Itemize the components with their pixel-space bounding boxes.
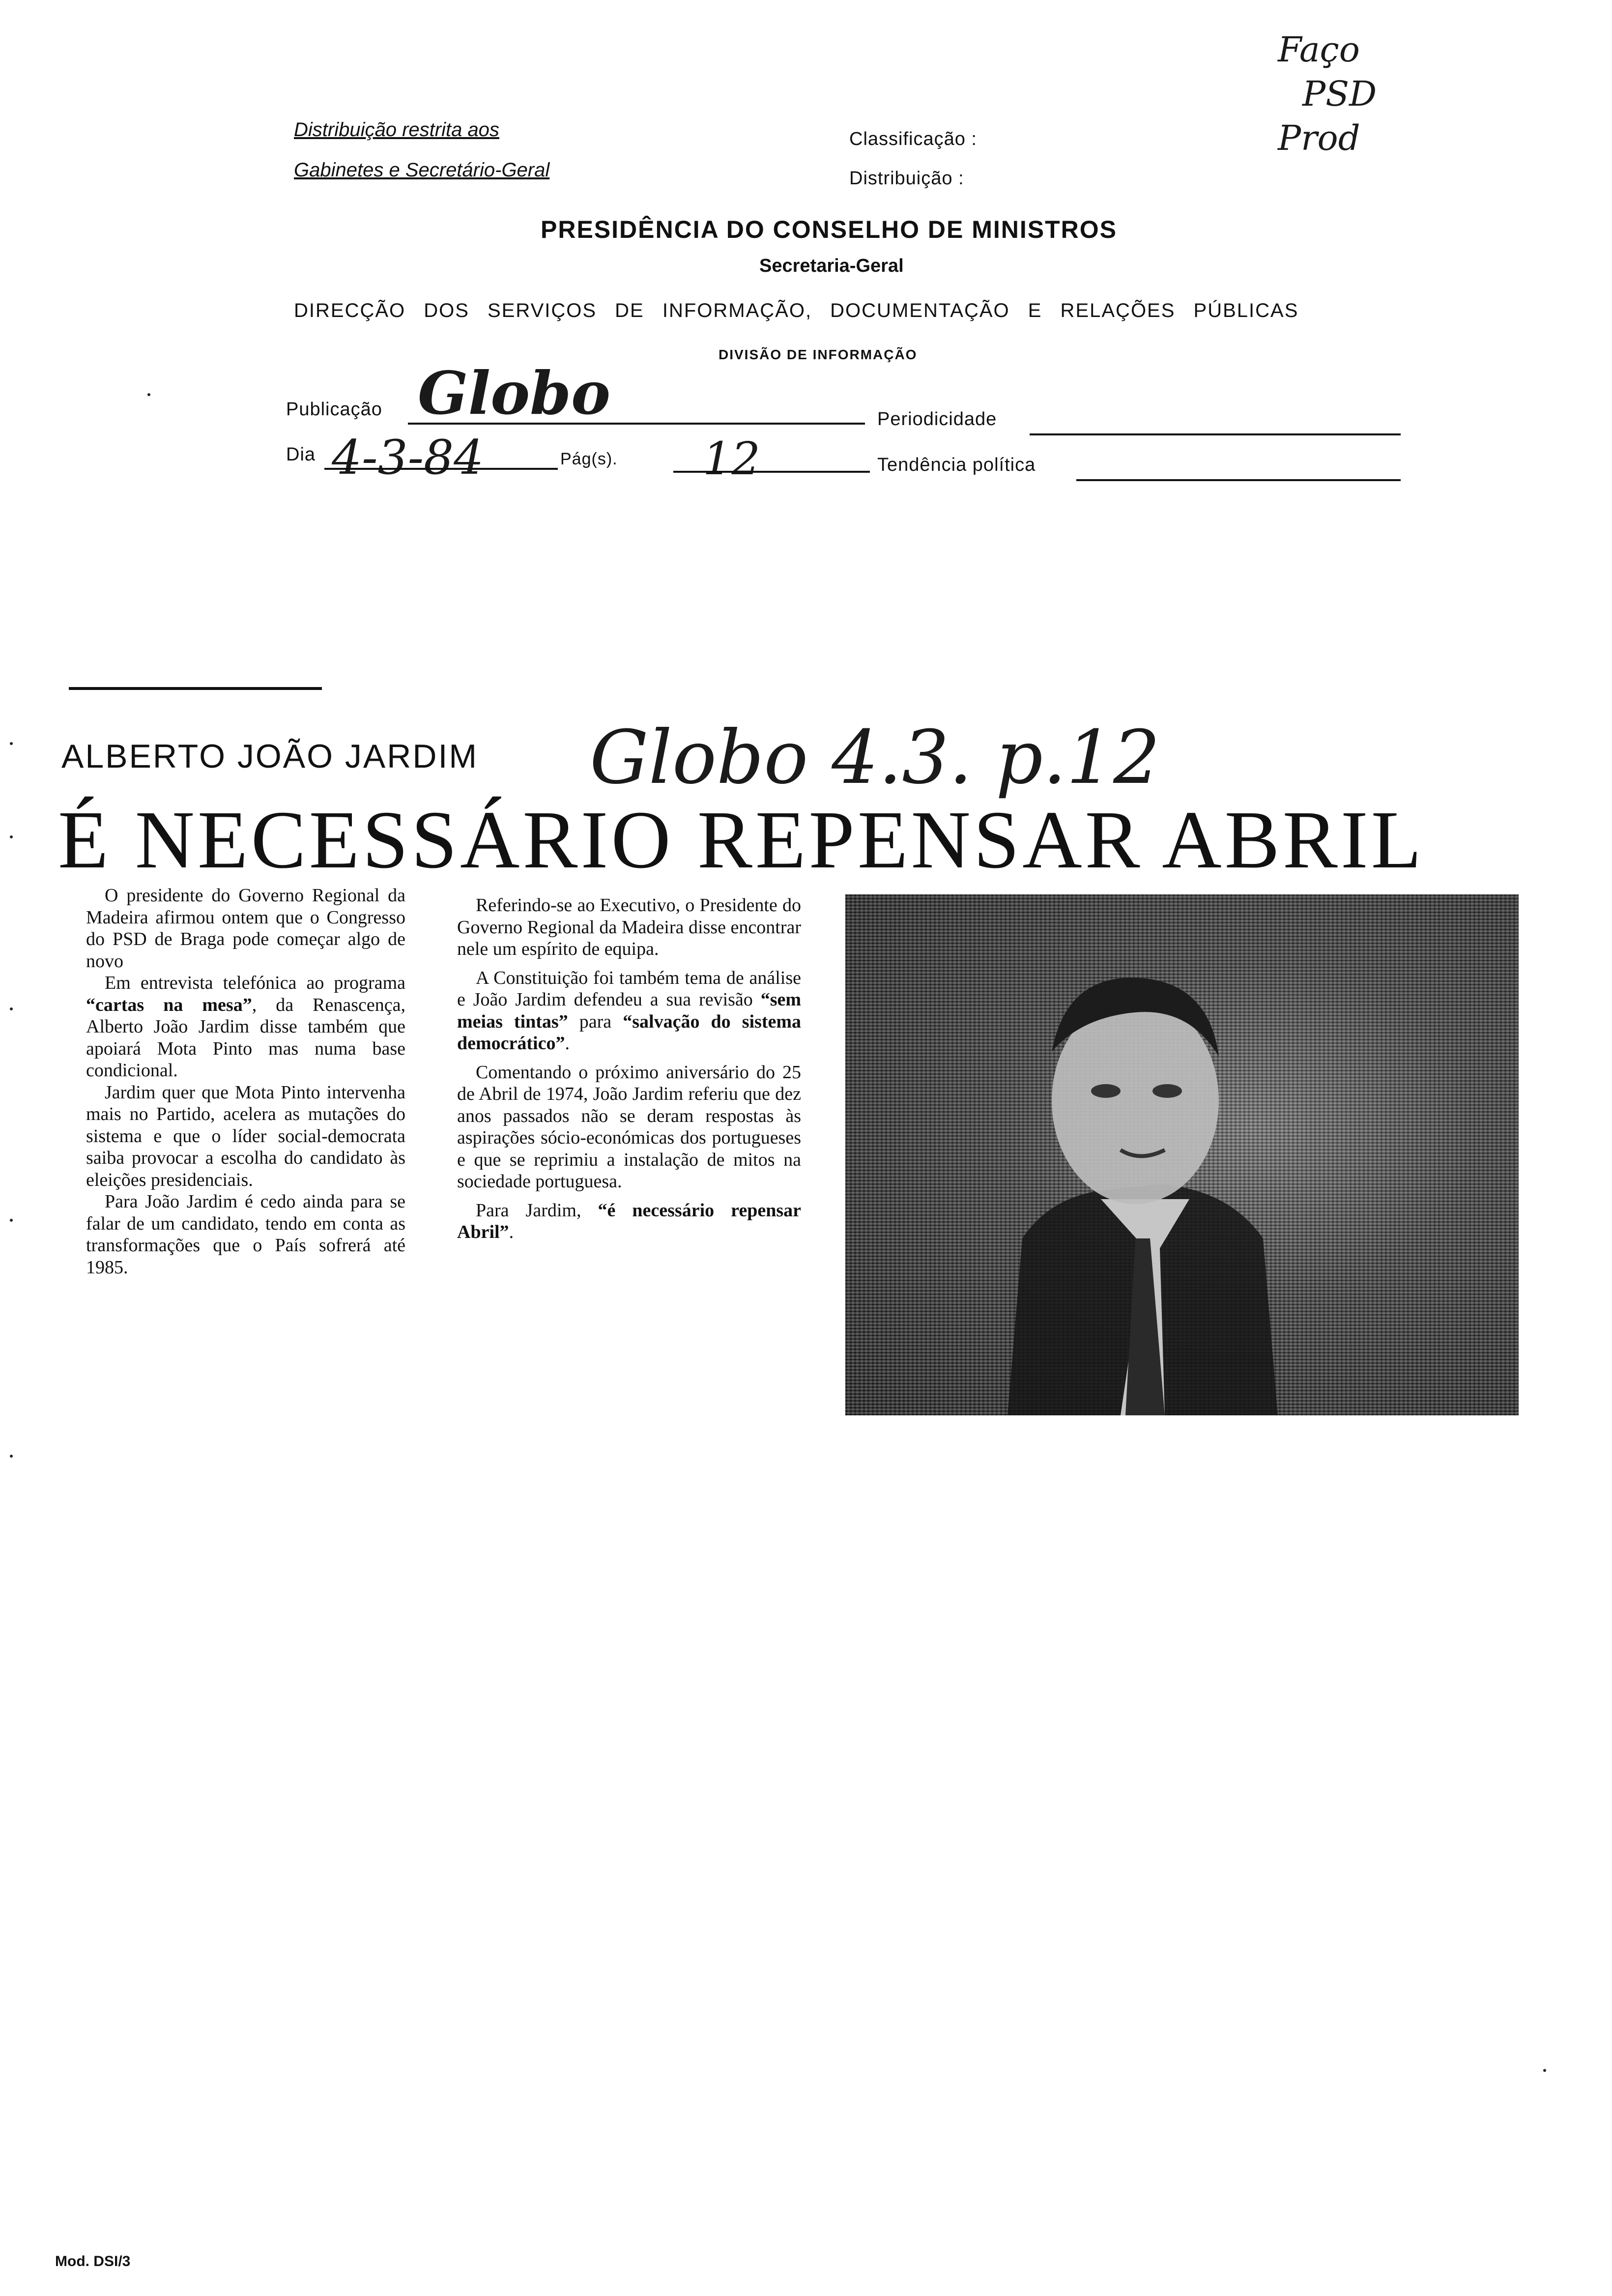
corner-handwritten-note-2: PSD	[1302, 74, 1377, 114]
handwritten-source-note: Globo 4.3. p.12	[590, 715, 1160, 801]
scan-speck	[10, 1455, 13, 1458]
publication-handwritten-value: Globo	[418, 359, 611, 428]
portrait-figure	[845, 894, 1519, 1415]
emphasis-quote: “sem meias tintas”	[457, 989, 801, 1032]
scan-speck	[1543, 2069, 1546, 2072]
closing-quote: “é necessário repensar Abril”	[457, 1200, 801, 1242]
paragraph: Para Jardim, “é necessário repensar Abril”.	[457, 1200, 801, 1242]
corner-handwritten-note-1: Faço	[1278, 29, 1360, 70]
corner-handwritten-note-3: Prod	[1278, 118, 1360, 158]
form-code: Mod. DSI/3	[55, 2253, 131, 2269]
article-photo	[845, 894, 1519, 1415]
emphasis-quote: “salvação do sistema democrático”	[457, 1011, 802, 1054]
scan-speck	[10, 742, 13, 745]
paragraph: Referindo-se ao Executivo, o Presidente do Governo Regional da Madeira disse encontrar nele um espírito de equipa.	[457, 895, 801, 959]
pages-field-line	[673, 471, 870, 473]
day-field-line	[324, 468, 558, 470]
day-label: Dia	[286, 444, 316, 465]
periodicity-label: Periodicidade	[877, 409, 997, 430]
paragraph: A Constituição foi também tema de análise e João Jardim defendeu a sua revisão “sem meias tintas” para “salvação do sistema democrático”.	[457, 967, 802, 1054]
publication-field-line	[408, 423, 865, 425]
paragraph: Comentando o próximo aniversário do 25 de Abril de 1974, João Jardim referiu que dez anos passados não se deram respostas às aspirações sócio-económicas dos portugueses e que se reprimiu a instalação de mitos na sociedade portuguesa.	[457, 1062, 801, 1192]
division-label: DIVISÃO DE INFORMAÇÃO	[719, 347, 918, 362]
article-column-1	[86, 885, 405, 1278]
article-top-rule	[69, 687, 322, 690]
tendency-field-line	[1076, 479, 1401, 481]
periodicity-field-line	[1030, 433, 1401, 435]
paragraph: Em entrevista telefónica ao programa “cartas na mesa”, da Renascença, Alberto João Jardim disse também que apoiará Mota Pinto mas numa base condicional.	[86, 973, 405, 1081]
classification-label: Classificação :	[849, 129, 977, 149]
paragraph: Jardim quer que Mota Pinto intervenha mais no Partido, acelera as mutações do sistema e que o líder social-democrata saiba provocar a escolha do candidato às eleições presidenciais.	[86, 1082, 405, 1190]
distribution-label: Distribuição :	[849, 168, 964, 189]
scan-speck	[147, 393, 150, 396]
secretariat-label: Secretaria-Geral	[759, 256, 904, 276]
scan-speck	[10, 835, 13, 838]
day-handwritten-value: 4-3-84	[332, 430, 484, 485]
pages-handwritten-value: 12	[703, 432, 761, 485]
article-author: ALBERTO JOÃO JARDIM	[61, 738, 478, 775]
scan-speck	[10, 1007, 13, 1010]
institution-title: PRESIDÊNCIA DO CONSELHO DE MINISTROS	[541, 216, 1118, 243]
restriction-notice-line1: Distribuição restrita aos	[294, 119, 499, 141]
paragraph: Para João Jardim é cedo ainda para se falar de um candidato, tendo em conta as transformações que o País sofrerá até 1985.	[86, 1191, 405, 1278]
scan-speck	[10, 1219, 13, 1222]
program-name: “cartas na mesa”	[86, 994, 252, 1015]
paragraph: O presidente do Governo Regional da Madeira afirmou ontem que o Congresso do PSD de Braga pode começar algo de novo	[86, 885, 405, 972]
tendency-label: Tendência política	[877, 455, 1036, 475]
restriction-notice-line2: Gabinetes e Secretário-Geral	[294, 159, 550, 181]
pages-label: Pág(s).	[560, 450, 618, 468]
publication-label: Publicação	[286, 399, 382, 420]
article-column-2	[457, 894, 801, 1243]
article-headline: É NECESSÁRIO REPENSAR ABRIL	[58, 794, 1425, 886]
directorate-label: DIRECÇÃO DOS SERVIÇOS DE INFORMAÇÃO, DOCUMENTAÇÃO E RELAÇÕES PÚBLICAS	[294, 300, 1299, 321]
